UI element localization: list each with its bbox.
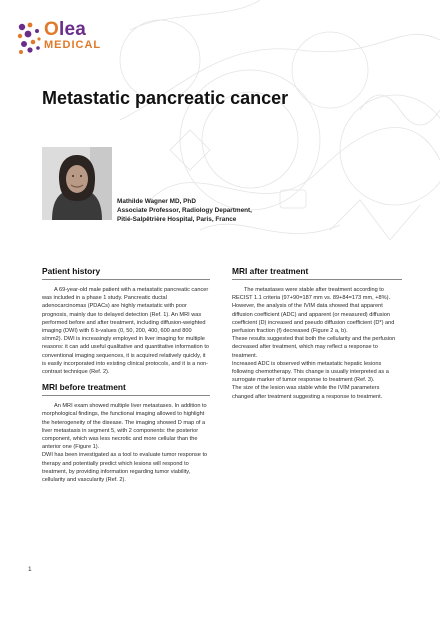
page-title: Metastatic pancreatic cancer: [42, 88, 289, 108]
mri-after-paragraph-1: The metastases were stable after treatment according to RECIST 1.1 criteria (97+90=187 mm vs. 89+84=173 mm, +8%). However, the analysis of the IVIM data showed that apparent diffusion coefficient (ADC) and apparent (or measured) diffusion coefficient (D) increased and pseudo diffusion coefficient (D*) and perfusion fraction (f) decreased (Figure 2 a, b).: [232, 287, 395, 335]
brand-wordmark: [44, 20, 101, 51]
mri-after-paragraph-3: Increased ADC is observed within metastatic hepatic lesions following chemotherapy. This change is usually interpreted as a surrogate marker of tumor response to treatment (Ref. 3).: [232, 360, 389, 384]
mri-before-paragraph-2: DWI has been investigated as a tool to evaluate tumor response to therapy and potentially predict which lesions will respond to treatment, by providing information regarding tumor viability, cellularity and vascularity (Ref. 2).: [42, 452, 208, 484]
author-photo: [42, 147, 112, 220]
author-affiliation: Pitié-Salpêtrière Hospital, Paris, France: [117, 216, 237, 224]
mri-after-paragraph-2: These results suggested that both the cellularity and the perfusion decreased after treatment, which may reflect a response to treatment.: [232, 336, 396, 359]
author-role: Associate Professor, Radiology Department,: [117, 207, 252, 215]
page-number: 1: [28, 566, 32, 573]
mri-before-paragraph-1: An MRI exam showed multiple liver metastases. In addition to morphological findings, the functional imaging allowed to highlight the heterogeneity of the disease. The imaging showed D map of a liver metastasis in segment 5, with 2 components: the posterior component, which was less necrotic and more cellular than the anterior one (Figure 1).: [42, 403, 207, 451]
mri-after-paragraph-4: The size of the lesion was stable while the IVIM parameters changed after treatment suggesting a response to treatment.: [232, 385, 383, 400]
author-name: Mathilde Wagner MD, PhD: [117, 198, 196, 205]
section-heading-mri-before: MRI before treatment: [42, 382, 210, 396]
section-heading-mri-after: MRI after treatment: [232, 266, 402, 280]
brand-name: Olea: [44, 19, 86, 40]
author-block: [117, 197, 252, 225]
section-heading-patient-history: Patient history: [42, 266, 210, 280]
patient-history-paragraph: A 69-year-old male patient with a metastatic pancreatic cancer was included in a phase 1 study. Pancreatic ductal adenocarcinomas (PDACs) are highly metastatic with poor prognosis, mainly due to delayed detection (Ref. 1). An MRI was performed before and after treatment, including diffusion-weighted imaging (DWI) with 6 b-values (0, 50, 200, 400, 600 and 800 s/mm2). DWI is increasingly employed in liver imaging for multiple reasons: it can add useful qualitative and quantitative information to conventional imaging sequences, it is acquired relatively quickly, it is easily incorporated into existing clinical protocols, and it is a non-contrast technique (Ref. 2).: [42, 287, 209, 376]
brand-subtitle: MEDICAL: [44, 39, 102, 51]
left-column: [42, 266, 210, 484]
right-column: [232, 266, 402, 401]
